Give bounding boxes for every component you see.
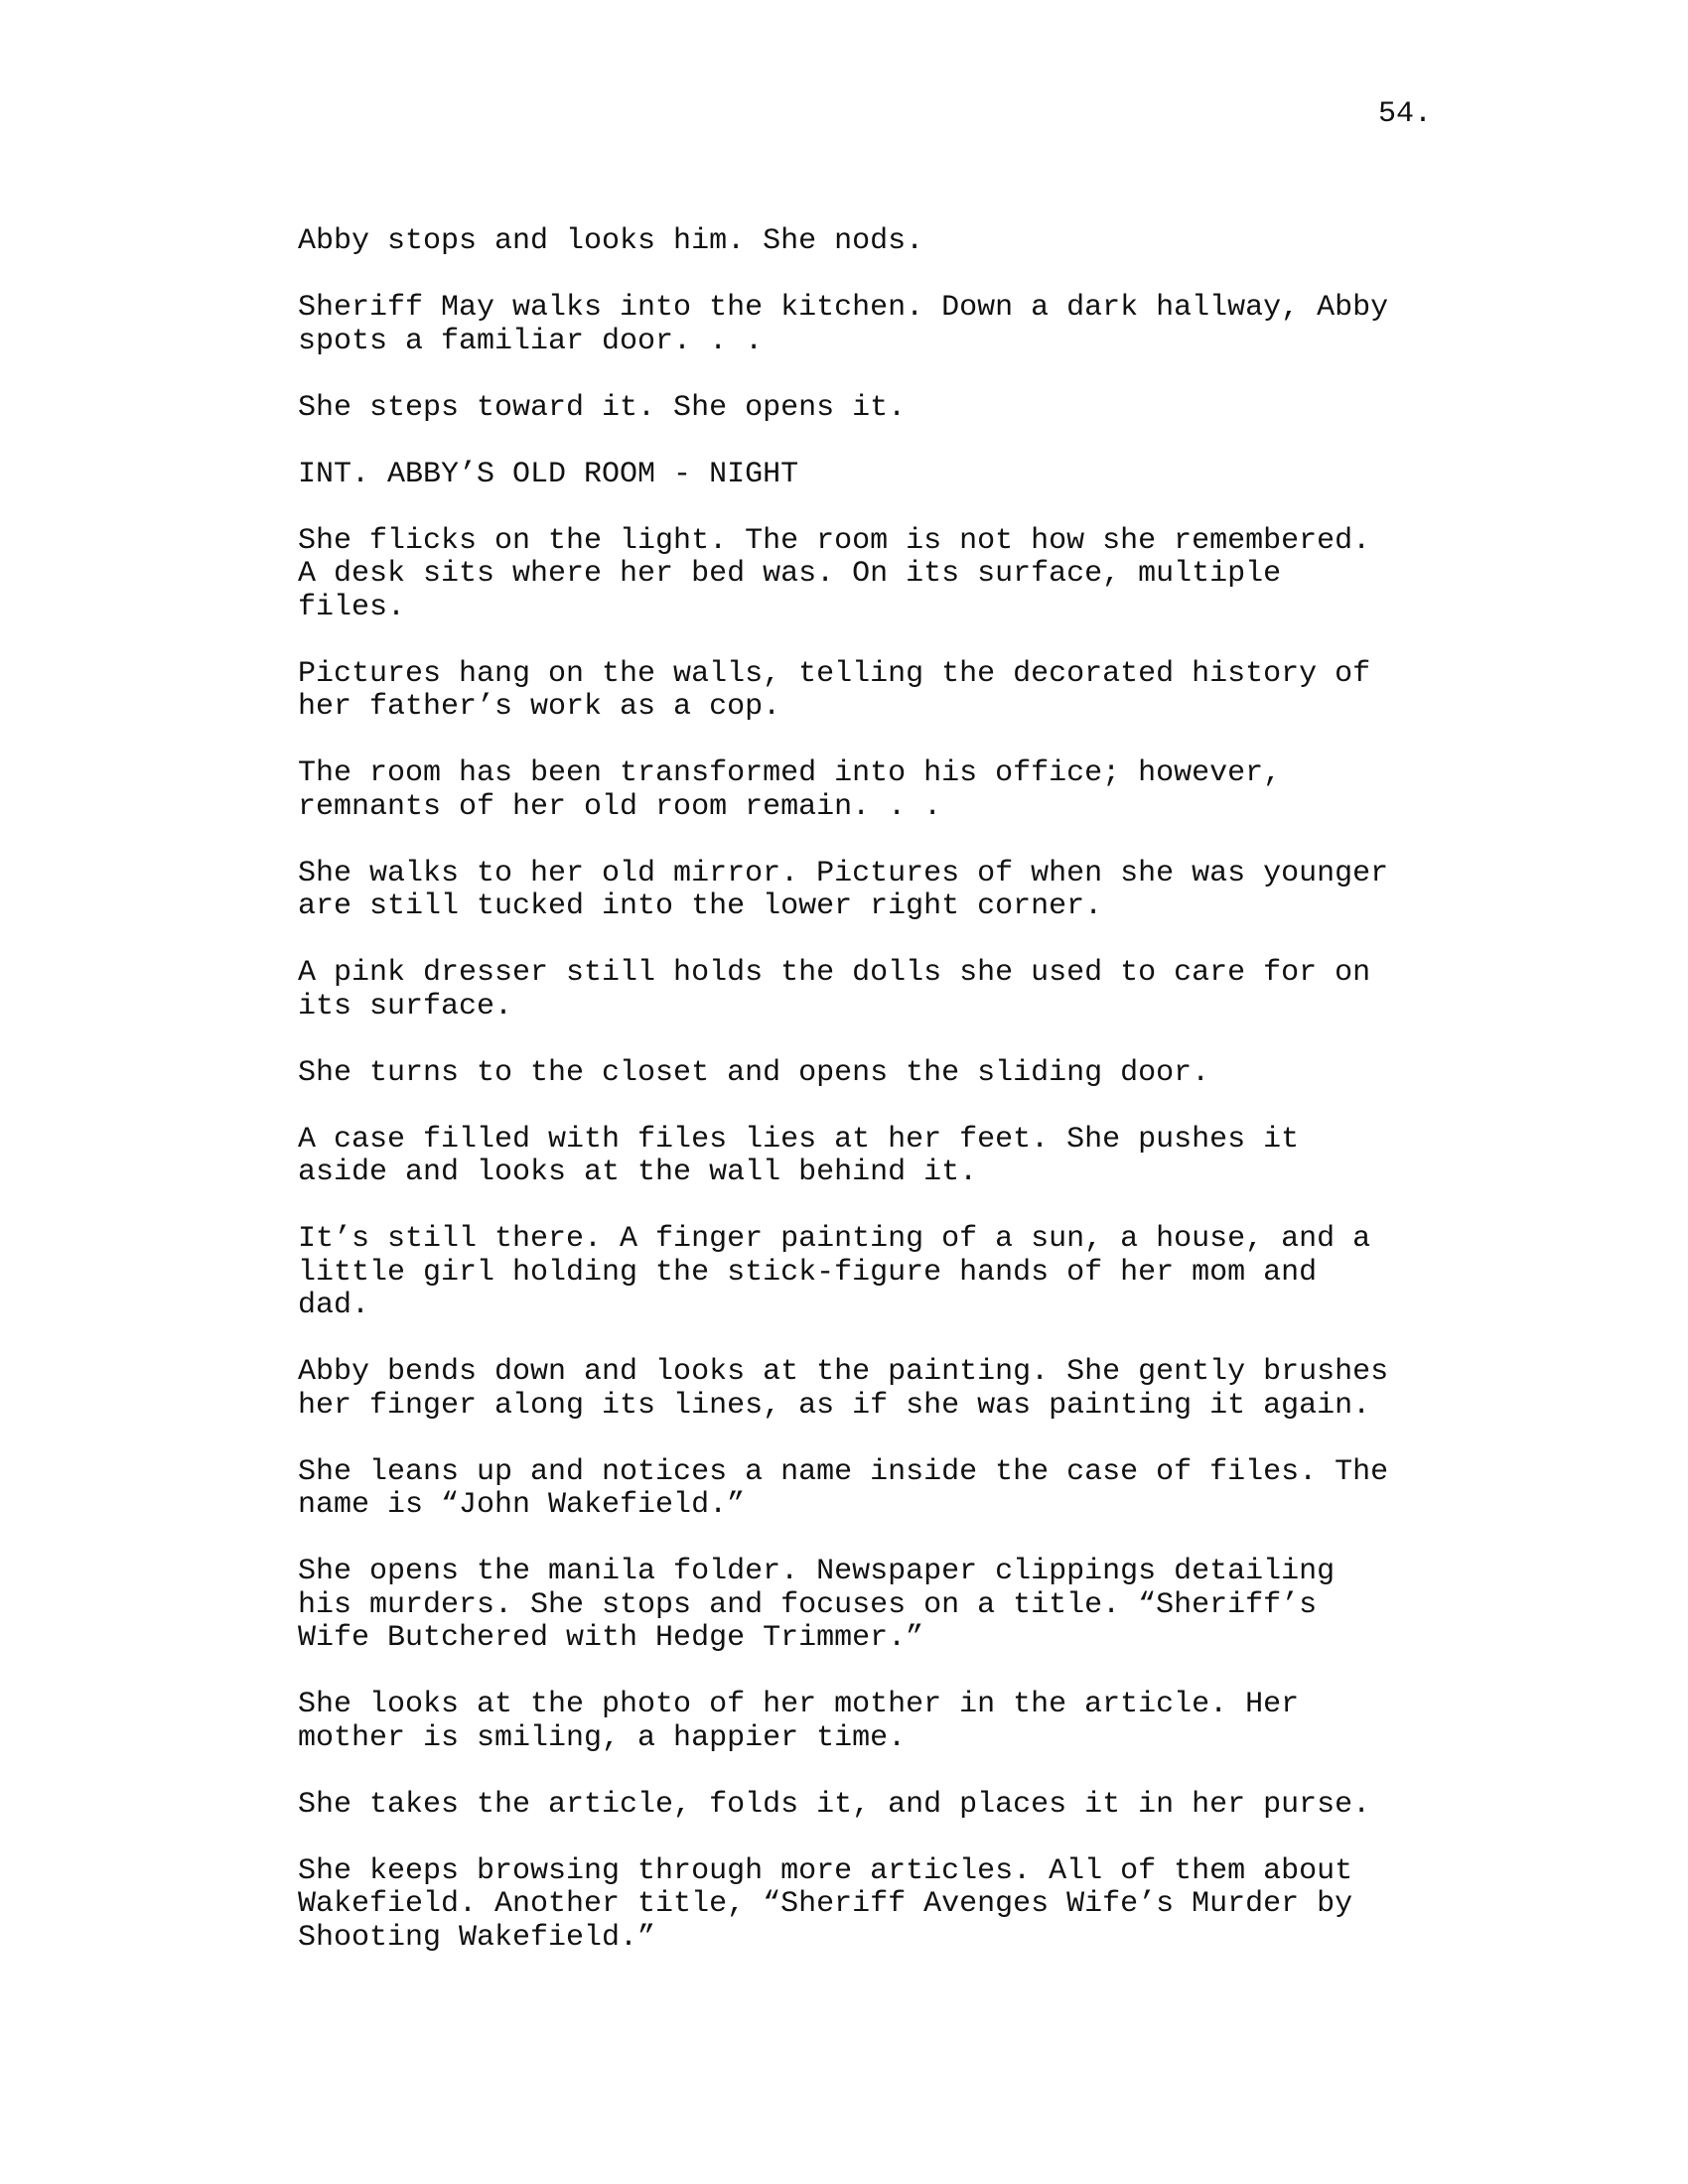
script-line: files.: [298, 590, 406, 624]
action-paragraph: [298, 392, 1489, 426]
script-line: She keeps browsing through more articles. All of them about: [298, 1853, 1353, 1888]
script-line: Abby stops and looks him. She nods.: [298, 224, 924, 258]
action-paragraph: [298, 1124, 1489, 1190]
script-line: little girl holding the stick-figure hands of her mom and: [298, 1255, 1318, 1290]
action-paragraph: [298, 957, 1489, 1024]
script-line: Pictures hang on the walls, telling the decorated history of: [298, 656, 1371, 691]
script-line: its surface.: [298, 989, 513, 1024]
script-line: her finger along its lines, as if she was painting it again.: [298, 1388, 1371, 1423]
action-paragraph: [298, 1689, 1489, 1755]
script-line: She opens the manila folder. Newspaper clippings detailing: [298, 1555, 1336, 1588]
script-line: dad.: [298, 1289, 370, 1322]
script-line: A case filled with files lies at her feet. She pushes it: [298, 1122, 1300, 1157]
script-line: It’s still there. A finger painting of a sun, a house, and a: [298, 1222, 1371, 1256]
script-line: name is “John Wakefield.”: [298, 1488, 746, 1522]
action-paragraph: [298, 757, 1489, 824]
script-line: The room has been transformed into his office; however,: [298, 756, 1282, 790]
action-paragraph: [298, 225, 1489, 259]
action-paragraph: [298, 1789, 1489, 1823]
action-paragraph: [298, 1223, 1489, 1323]
scene-heading: [298, 459, 1489, 492]
script-line: spots a familiar door. . .: [298, 324, 764, 358]
action-paragraph: [298, 292, 1489, 358]
script-line: A pink dresser still holds the dolls she used to care for on: [298, 956, 1371, 990]
action-paragraph: [298, 525, 1489, 625]
script-line: Sheriff May walks into the kitchen. Down a dark hallway, Abby: [298, 291, 1389, 325]
script-line: his murders. She stops and focuses on a title. “Sheriff’s: [298, 1587, 1318, 1622]
script-line: are still tucked into the lower right corner.: [298, 889, 1103, 923]
script-line: She turns to the closet and opens the sliding door.: [298, 1055, 1210, 1090]
script-line: She looks at the photo of her mother in the article. Her: [298, 1688, 1300, 1721]
script-line: remnants of her old room remain. . .: [298, 789, 942, 824]
script-line: She walks to her old mirror. Pictures of when she was younger: [298, 856, 1389, 890]
action-paragraph: [298, 1057, 1489, 1091]
script-line: mother is smiling, a happier time.: [298, 1720, 907, 1755]
page-number: 54.: [1377, 97, 1432, 131]
script-line: Shooting Wakefield.”: [298, 1920, 656, 1955]
action-paragraph: [298, 1356, 1489, 1423]
action-paragraph: [298, 1556, 1489, 1656]
script-body: [298, 225, 1489, 1988]
action-paragraph: [298, 858, 1489, 924]
script-line: her father’s work as a cop.: [298, 690, 781, 724]
scene-heading-text: INT. ABBY’S OLD ROOM - NIGHT: [298, 457, 799, 491]
script-line: Wakefield. Another title, “Sheriff Avenges Wife’s Murder by: [298, 1887, 1353, 1921]
action-paragraph: [298, 1456, 1489, 1523]
script-line: She leans up and notices a name inside the case of files. The: [298, 1454, 1389, 1489]
action-paragraph: [298, 1855, 1489, 1956]
action-paragraph: [298, 658, 1489, 725]
script-line: Wife Butchered with Hedge Trimmer.”: [298, 1621, 924, 1655]
script-line: She steps toward it. She opens it.: [298, 390, 907, 425]
script-line: She flicks on the light. The room is not how she remembered.: [298, 523, 1371, 558]
script-line: Abby bends down and looks at the painting. She gently brushes: [298, 1355, 1389, 1389]
script-line: A desk sits where her bed was. On its surface, multiple: [298, 557, 1282, 591]
script-line: She takes the article, folds it, and places it in her purse.: [298, 1787, 1371, 1822]
script-line: aside and looks at the wall behind it.: [298, 1156, 978, 1189]
